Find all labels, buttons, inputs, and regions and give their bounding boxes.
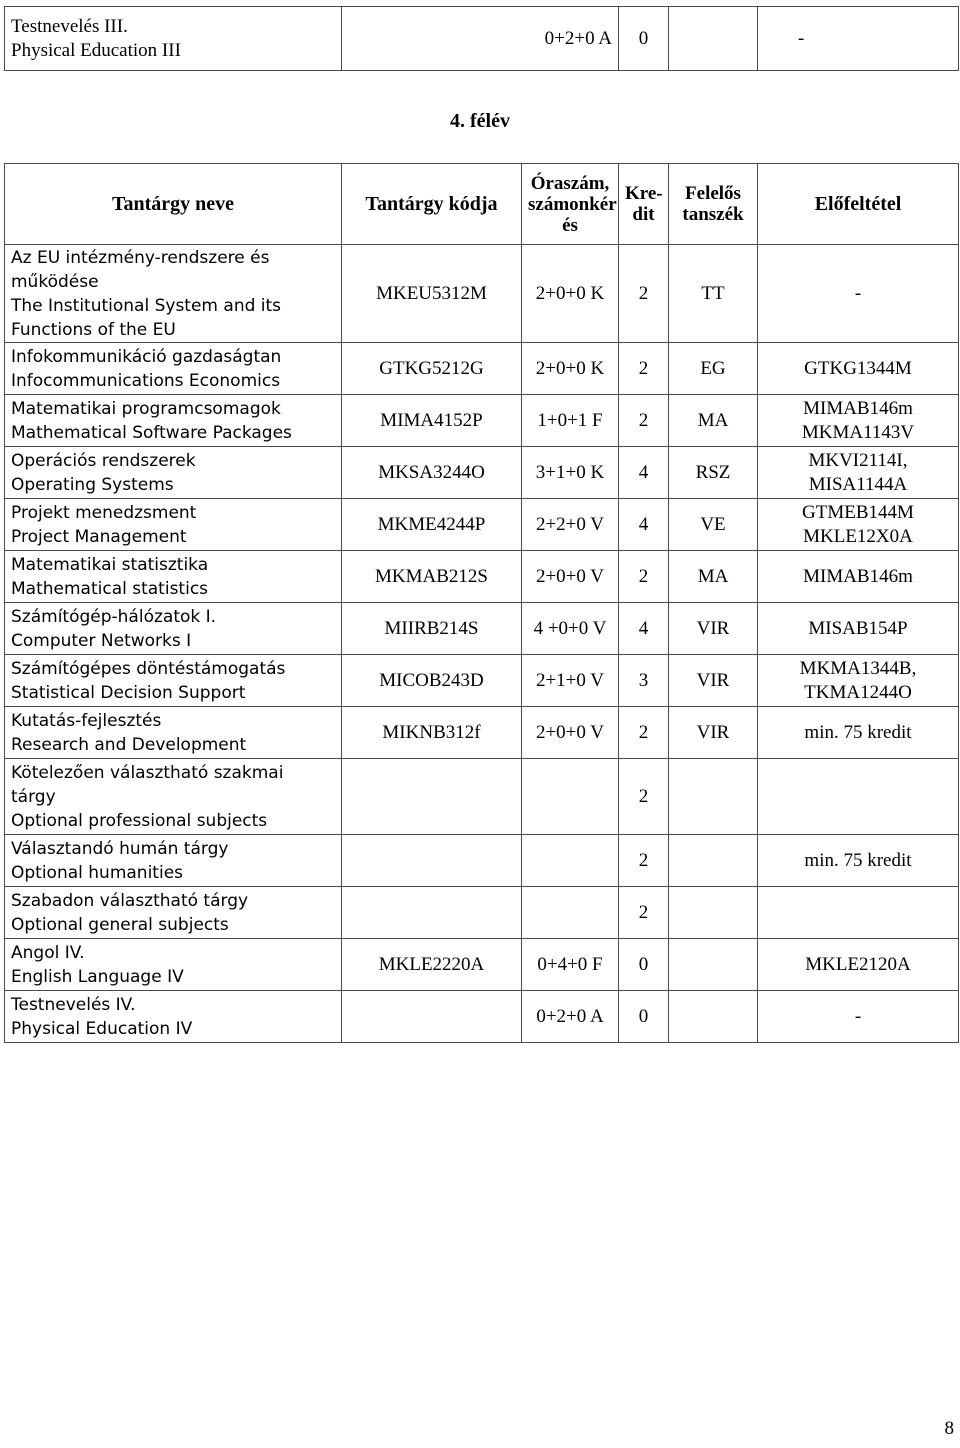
credit-cell: 2 (619, 551, 669, 603)
prereq-cell: - (758, 7, 959, 71)
prereq-cell (758, 707, 959, 759)
prereq-cell (758, 551, 959, 603)
subject-name-line: Physical Education IV (11, 1018, 193, 1039)
subject-name-hu: Testnevelés III. (11, 15, 128, 37)
subject-name-line: Infocommunications Economics (11, 370, 281, 391)
prereq-cell (758, 395, 959, 447)
table-row (5, 655, 959, 707)
dept-cell: MA (669, 551, 758, 603)
semester-course-table (4, 163, 959, 1043)
subject-name-line: Mathematical Software Packages (11, 422, 292, 443)
header-hours-line1: Óraszám, (530, 172, 610, 194)
subject-name-line: Research and Development (11, 734, 247, 755)
table-row (5, 551, 959, 603)
subject-name-line: Választandó humán tárgy (11, 838, 229, 859)
hours-cell: 0+4+0 F (522, 939, 619, 991)
subject-code-cell (342, 835, 522, 887)
subject-name-cell (5, 395, 342, 447)
prereq-cell (758, 499, 959, 551)
prereq-cell (758, 245, 959, 343)
semester-title: 4. félév (450, 110, 510, 132)
dept-cell: VIR (669, 603, 758, 655)
hours-cell (522, 887, 619, 939)
subject-name-line: Matematikai statisztika (11, 554, 209, 575)
dept-cell: RSZ (669, 447, 758, 499)
table-header-row (5, 164, 959, 245)
hours-cell (522, 759, 619, 835)
subject-name-line: Optional professional subjects (11, 810, 268, 831)
prereq-line: min. 75 kredit (804, 849, 912, 871)
subject-name-line: Az EU intézmény-rendszere és (11, 247, 270, 268)
header-dept (669, 164, 758, 245)
hours-cell: 2+2+0 V (522, 499, 619, 551)
subject-name-line: Számítógép-hálózatok I. (11, 606, 217, 627)
table-row (5, 991, 959, 1043)
subject-name-line: Statistical Decision Support (11, 682, 246, 703)
header-hours-line3: és (562, 214, 578, 236)
prereq-line: MKVI2114I, (808, 449, 908, 471)
prereq-cell (758, 603, 959, 655)
hours-cell: 1+0+1 F (522, 395, 619, 447)
subject-name-cell (5, 707, 342, 759)
credit-cell: 2 (619, 887, 669, 939)
dept-cell: TT (669, 245, 758, 343)
table-row (5, 835, 959, 887)
subject-name-line: Kötelezően választható szakmai (11, 762, 284, 783)
table-row (5, 395, 959, 447)
subject-name-cell (5, 759, 342, 835)
subject-code-cell: GTKG5212G (342, 343, 522, 395)
dept-cell: MA (669, 395, 758, 447)
header-subject-code: Tantárgy kódja (342, 164, 522, 245)
table-row (5, 343, 959, 395)
prereq-line: GTMEB144M (802, 501, 914, 523)
table-row (5, 603, 959, 655)
subject-name-line: Angol IV. (11, 942, 85, 963)
header-credit-line1: Kre- (625, 183, 663, 204)
subject-name-line: tárgy (11, 786, 56, 807)
header-credit-line2: dit (632, 204, 655, 225)
subject-name-cell (5, 245, 342, 343)
subject-name-line: Kutatás-fejlesztés (11, 710, 162, 731)
subject-name-line: The Institutional System and its (11, 295, 282, 316)
prereq-line: MISA1144A (808, 473, 908, 495)
subject-code-cell: MICOB243D (342, 655, 522, 707)
prereq-cell (758, 835, 959, 887)
dept-cell (669, 759, 758, 835)
prereq-line: MIMAB146m (803, 565, 913, 587)
page-number: 8 (944, 1418, 954, 1439)
prereq-line: GTKG1344M (804, 357, 912, 379)
subject-name-line: Mathematical statistics (11, 578, 209, 599)
table-row (5, 7, 959, 71)
credit-cell: 2 (619, 343, 669, 395)
hours-cell: 2+1+0 V (522, 655, 619, 707)
credit-cell: 0 (619, 7, 669, 71)
table-row (5, 245, 959, 343)
prereq-line: MKLE2120A (805, 953, 911, 975)
credit-cell: 4 (619, 447, 669, 499)
subject-name-cell (5, 939, 342, 991)
subject-code-cell (342, 759, 522, 835)
prereq-line: MKLE12X0A (803, 525, 913, 547)
subject-code-cell: MKEU5312M (342, 245, 522, 343)
subject-name-line: Functions of the EU (11, 319, 176, 340)
table-row (5, 447, 959, 499)
prereq-line: min. 75 kredit (804, 721, 912, 743)
subject-name-line: Számítógépes döntéstámogatás (11, 658, 286, 679)
subject-name-cell (5, 991, 342, 1043)
dept-cell: VIR (669, 707, 758, 759)
subject-name-cell (5, 343, 342, 395)
prereq-line: MIMAB146m (803, 397, 913, 419)
dept-cell (669, 7, 758, 71)
credit-cell: 2 (619, 707, 669, 759)
subject-code-cell: MIIRB214S (342, 603, 522, 655)
dept-cell: VE (669, 499, 758, 551)
subject-name-line: Project Management (11, 526, 187, 547)
prereq-cell (758, 343, 959, 395)
subject-name-cell (5, 551, 342, 603)
header-dept-line1: Felelős (685, 183, 741, 204)
hours-cell: 2+0+0 V (522, 551, 619, 603)
dept-cell (669, 991, 758, 1043)
prereq-line: MISAB154P (808, 617, 908, 639)
subject-code-cell: MKMAB212S (342, 551, 522, 603)
subject-name-line: Operációs rendszerek (11, 450, 196, 471)
prereq-line: MKMA1344B, (799, 657, 917, 679)
hours-cell: 2+0+0 V (522, 707, 619, 759)
hours-cell: 3+1+0 K (522, 447, 619, 499)
subject-code-cell: MIKNB312f (342, 707, 522, 759)
credit-cell: 2 (619, 245, 669, 343)
dept-cell (669, 835, 758, 887)
table-row (5, 759, 959, 835)
subject-name-line: Computer Networks I (11, 630, 192, 651)
dept-cell: EG (669, 343, 758, 395)
hours-cell: 2+0+0 K (522, 343, 619, 395)
previous-semester-table (4, 6, 959, 71)
table-row (5, 887, 959, 939)
hours-cell: 4 +0+0 V (522, 603, 619, 655)
dept-cell: VIR (669, 655, 758, 707)
credit-cell: 4 (619, 499, 669, 551)
header-hours (522, 164, 619, 245)
dept-cell (669, 887, 758, 939)
credit-cell: 2 (619, 759, 669, 835)
subject-name-en: Physical Education III (11, 39, 181, 61)
subject-name-line: Testnevelés IV. (11, 994, 136, 1015)
subject-name-line: Optional general subjects (11, 914, 229, 935)
header-subject-name: Tantárgy neve (5, 164, 342, 245)
hours-cell: 2+0+0 K (522, 245, 619, 343)
table-row (5, 707, 959, 759)
subject-name-cell (5, 447, 342, 499)
subject-name-cell (5, 887, 342, 939)
credit-cell: 0 (619, 939, 669, 991)
subject-name-cell (5, 499, 342, 551)
hours-cell: 0+2+0 A (342, 7, 619, 71)
prereq-cell (758, 447, 959, 499)
credit-cell: 2 (619, 835, 669, 887)
subject-name-line: Projekt menedzsment (11, 502, 197, 523)
prereq-cell (758, 939, 959, 991)
subject-code-cell (342, 991, 522, 1043)
subject-code-cell: MKME4244P (342, 499, 522, 551)
subject-code-cell (342, 887, 522, 939)
prereq-line: TKMA1244O (804, 681, 912, 703)
subject-name-line: Szabadon választható tárgy (11, 890, 249, 911)
prereq-cell (758, 655, 959, 707)
subject-name-line: működése (11, 271, 99, 292)
subject-name-line: Operating Systems (11, 474, 174, 495)
prereq-line: - (854, 1005, 862, 1027)
credit-cell: 3 (619, 655, 669, 707)
subject-name-cell (5, 7, 342, 71)
header-prerequisite: Előfeltétel (758, 164, 959, 245)
subject-code-cell: MKLE2220A (342, 939, 522, 991)
hours-cell: 0+2+0 A (522, 991, 619, 1043)
header-hours-line2: számonkér (528, 193, 617, 215)
subject-name-cell (5, 835, 342, 887)
prereq-line: MKMA1143V (801, 421, 915, 443)
subject-name-line: English Language IV (11, 966, 184, 987)
prereq-line: - (854, 282, 862, 304)
credit-cell: 4 (619, 603, 669, 655)
subject-name-cell (5, 655, 342, 707)
prereq-cell (758, 887, 959, 939)
hours-cell (522, 835, 619, 887)
prereq-cell (758, 991, 959, 1043)
subject-name-line: Infokommunikáció gazdaságtan (11, 346, 282, 367)
dept-cell (669, 939, 758, 991)
credit-cell: 2 (619, 395, 669, 447)
subject-code-cell: MIMA4152P (342, 395, 522, 447)
header-credit (619, 164, 669, 245)
header-dept-line2: tanszék (682, 204, 744, 225)
subject-code-cell: MKSA3244O (342, 447, 522, 499)
table-row (5, 939, 959, 991)
subject-name-line: Matematikai programcsomagok (11, 398, 281, 419)
credit-cell: 0 (619, 991, 669, 1043)
prereq-cell (758, 759, 959, 835)
subject-name-cell (5, 603, 342, 655)
table-row (5, 499, 959, 551)
subject-name-line: Optional humanities (11, 862, 184, 883)
